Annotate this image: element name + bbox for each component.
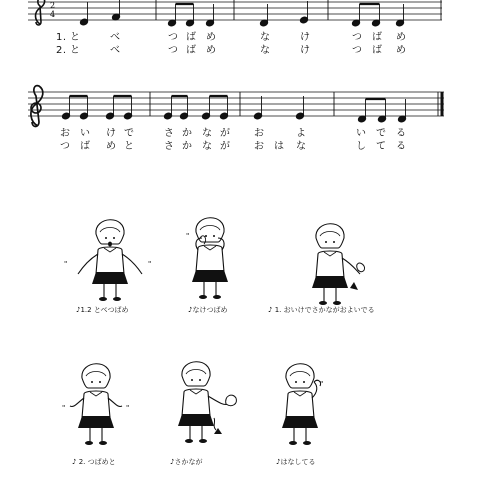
page: 2 4 1. と べ つ ば め な け つ ば め 2. と べ つ ば め な け つ ば め お い け で さ か な が お よ い で る つ ば め と さ か な が お は な し て る " " " " " " ♪1.2 とべつばめ ♪なけつばめ ♪ 1. おいけでさかながおよいでる ♪ 2. つばめと ♪さかなが ♪はなしてる — [0, 0, 480, 480]
svg-text:": " — [62, 404, 66, 412]
caption-figure-2: ♪なけつばめ — [188, 306, 228, 314]
figure-1 — [64, 220, 151, 301]
caption-figure-4: ♪ 2. つばめと — [72, 458, 116, 466]
figure-3 — [312, 224, 365, 305]
svg-text:": " — [148, 260, 152, 268]
caption-figure-5: ♪さかなが — [170, 458, 203, 466]
figure-2 — [186, 218, 228, 299]
figure-6 — [282, 364, 323, 445]
figure-5 — [178, 362, 236, 443]
time-signature-top: 2 — [50, 1, 56, 10]
caption-figure-1: ♪1.2 とべつばめ — [76, 306, 129, 314]
caption-figure-3: ♪ 1. おいけでさかながおよいでる — [268, 306, 375, 314]
svg-text:": " — [186, 232, 190, 240]
svg-text:": " — [126, 404, 130, 412]
svg-text:": " — [320, 380, 324, 388]
time-signature-bottom: 4 — [50, 10, 56, 19]
svg-text:": " — [64, 260, 68, 268]
figure-4 — [62, 364, 129, 445]
caption-figure-6: ♪はなしてる — [276, 458, 316, 466]
